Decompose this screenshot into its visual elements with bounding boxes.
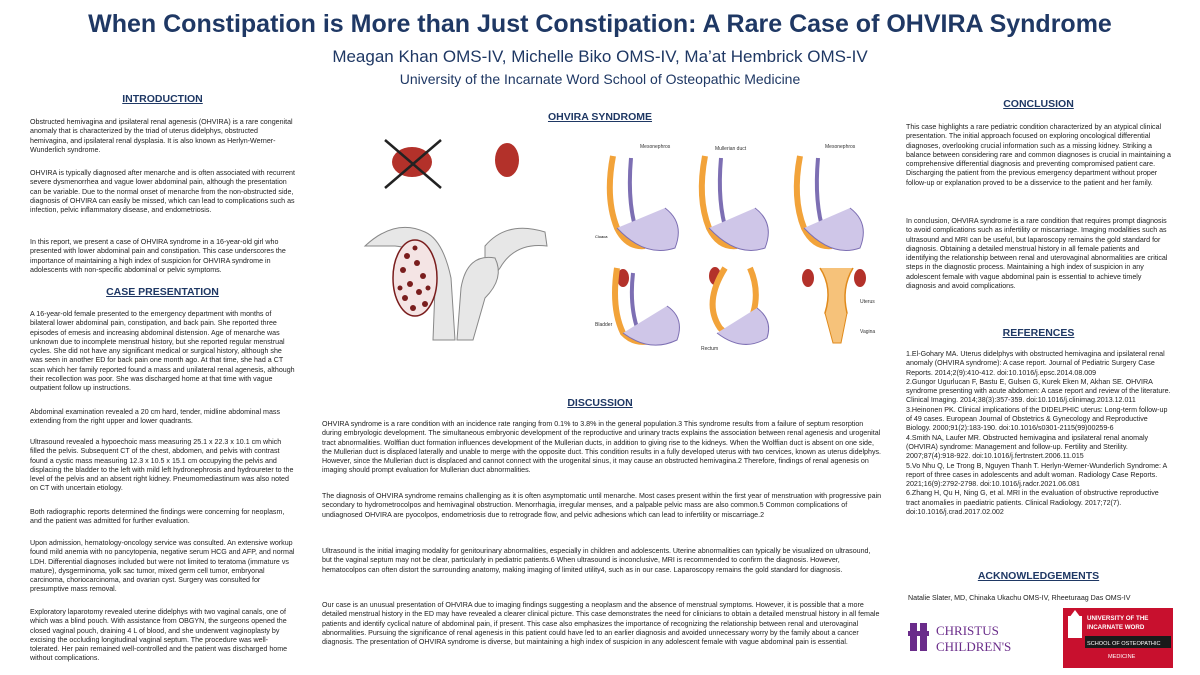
embryology-panel bbox=[797, 144, 864, 251]
acknowledgements-heading: ACKNOWLEDGEMENTS bbox=[977, 570, 1100, 582]
svg-text:SCHOOL OF OSTEOPATHIC: SCHOOL OF OSTEOPATHIC bbox=[1087, 641, 1161, 647]
conclusion-heading: CONCLUSION bbox=[1003, 98, 1074, 110]
reference-item: 5.Vo Nhu Q, Le Trong B, Nguyen Thanh T. Herlyn-Werner-Wunderlich Syndrome: A report of three cases in adolescents and adult woman. Radiology Case Reports. 2021;16(9):2792-2798. doi:10.1016/j.radcr.2021.06.081 bbox=[906, 461, 1167, 489]
discussion-heading: DISCUSSION bbox=[567, 397, 633, 409]
embryology-panel bbox=[702, 146, 769, 251]
case-paragraph: Exploratory laparotomy revealed uterine didelphys with two vaginal canals, one of which was a blind pouch. With assistance from OBGYN, the surgeons opened the closed vaginal pouch, draining 4 L of blood, and she underwent vaginoplasty by excising the occluding longitudinal vaginal septum. The procedure was well-tolerated. Her pain remained well-controlled and the patient was discharged home without complications. bbox=[30, 608, 288, 663]
reference-item: 3.Heinonen PK. Clinical implications of the DIDELPHIC uterus: Long-term follow-up of 49 cases. European Journal of Obstetrics & Gynecology and Reproductive Biology. 2000;91(2):183-190. doi:10.1016/s0301-2115(99)00259-6 bbox=[906, 405, 1168, 433]
christus-childrens-logo bbox=[908, 617, 1058, 657]
svg-text:MEDICINE: MEDICINE bbox=[1108, 654, 1136, 660]
discussion-paragraph: Ultrasound is the initial imaging modality for genitourinary abnormalities, especially in children and adolescents. Uterine abnormalities can typically be visualized on ultrasound, but the vaginal septum may not be clear, particularly in pediatric patients.6 When ultrasound is inconclusive, MRI is recommended to confirm the diagnosis. However, hematocolpos can often distort the surrounding anatomy, making imaging of limited utility4, such as in our case. Laparoscopy remains the gold standard for diagnosis. bbox=[322, 547, 871, 574]
svg-text:Bladder: Bladder bbox=[595, 322, 613, 328]
svg-text:Vagina: Vagina bbox=[860, 329, 876, 335]
uiw-logo-icon bbox=[1063, 608, 1173, 668]
references-list bbox=[906, 350, 1171, 517]
svg-text:Cloaca: Cloaca bbox=[595, 234, 608, 239]
case-paragraph: A 16-year-old female presented to the emergency department with months of bilateral lower abdominal pain, constipation, and back pain. She reported three episodes of emesis and increasing abdominal distension. Age of menarche was unknown due to incomplete menstrual history, but she reported regular menstrual cycles. She did not have any significant medical or surgical history, although she was seen in another ED for back pain one month ago. At that time, she had a CT scan which her family reported found a mass and unilateral renal agenesis, although their recollection was poor. She was discharged home at that time with vague outpatient follow up instructions. bbox=[30, 310, 295, 393]
uterus-didelphys-illustration bbox=[365, 227, 547, 340]
acknowledgements-text: Natalie Slater, MD, Chinaka Ukachu OMS-IV, Rheeturaag Das OMS-IV bbox=[908, 594, 1131, 602]
uiw-logo bbox=[1063, 608, 1173, 668]
absent-kidney-icon bbox=[385, 140, 441, 188]
discussion-paragraph: The diagnosis of OHVIRA syndrome remains challenging as it is often asymptomatic until menarche. Most cases present within the first year of menstruation with progressive pain secondary to hydrometrocolpos and hemivaginal obstruction. Menorrhagia, irregular menses, and a palpable pelvic mass are also common.5 Common complications of undiagnosed OHVIRA are pyocolpos, endometriosis due to retrograde flow, and pelvic adhesions which can lead to infertility or miscarriage.2 bbox=[322, 492, 882, 519]
kidney-icon bbox=[495, 143, 519, 177]
poster-title: When Constipation is More than Just Constipation: A Rare Case of OHVIRA Syndrome bbox=[88, 10, 1112, 38]
christus-logo-icon bbox=[908, 617, 1058, 657]
embryology-panel bbox=[802, 268, 875, 343]
introduction-paragraph: In this report, we present a case of OHVIRA syndrome in a 16-year-old girl who presented with lower abdominal pain and constipation. This case underscores the importance of maintaining a high index of suspicion for OHVIRA syndrome in adolescents with non-specific abdominal or pelvic symptoms. bbox=[30, 238, 286, 274]
case-paragraph: Ultrasound revealed a hypoechoic mass measuring 25.1 x 22.3 x 10.1 cm which filled the pelvis. Subsequent CT of the chest, abdomen, and pelvis with contrast found a cystic mass measuring 12.3 x 10.5 x 15.1 cm occupying the pelvis and displacing the bladder to the left with mild left hydronephrosis and hydroureter to the level of the pelvis and an absent right kidney. Pneumomediastinum was also noted on CT with uncertain etiology. bbox=[30, 438, 294, 493]
case-paragraph: Abdominal examination revealed a 20 cm hard, tender, midline abdominal mass extending from the right upper and lower quadrants. bbox=[30, 408, 280, 426]
case-paragraph: Both radiographic reports determined the findings were concerning for neoplasm, and the patient was admitted for further evaluation. bbox=[30, 508, 285, 526]
svg-text:Mesonephros: Mesonephros bbox=[825, 144, 856, 150]
case-presentation-heading: CASE PRESENTATION bbox=[106, 286, 219, 298]
svg-text:CHRISTUS: CHRISTUS bbox=[936, 623, 999, 638]
conclusion-paragraph: This case highlights a rare pediatric condition characterized by an atypical clinical presentation. The initial approach focused on exploring oncological differential diagnoses, overlooking crucial information such as a missing kidney. Striking a balance between considering rare and common diagnoses is crucial in maintaining a comprehensive differential diagnosis and preventing compromised patient care. Discharging the patient from the previous emergency department without proper follow-up or explanation proved to be a disservice to the patient and her family. bbox=[906, 123, 1171, 187]
poster-authors: Meagan Khan OMS-IV, Michelle Biko OMS-IV, Ma’at Hembrick OMS-IV bbox=[332, 47, 868, 66]
reference-item: 1.El-Gohary MA. Uterus didelphys with obstructed hemivagina and ipsilateral renal anomaly (OHVIRA syndrome): A case report. Journal of Pediatric Surgery Case Reports. 2014;2(9):410-412. doi:10.1016/j.epsc.2014.08.009 bbox=[906, 350, 1165, 377]
svg-text:INCARNATE WORD: INCARNATE WORD bbox=[1087, 624, 1145, 631]
ohvira-heading: OHVIRA SYNDROME bbox=[547, 111, 653, 123]
svg-text:Mullerian duct: Mullerian duct bbox=[715, 146, 747, 152]
svg-text:Rectum: Rectum bbox=[701, 346, 719, 352]
reference-item: 2.Gungor Ugurlucan F, Bastu E, Gulsen G, Kurek Eken M, Akhan SE. OHVIRA syndrome presenting with acute abdomen: A case report and review of the literature. Clinical Imaging. 2014;38(3):357-359. doi:10.1016/j.clinimag.2013.12.011 bbox=[906, 377, 1171, 405]
embryology-panel bbox=[595, 144, 678, 251]
reference-item: 4.Smith NA, Laufer MR. Obstructed hemivagina and ipsilateral renal anomaly (OHVIRA) syndrome: Management and follow-up. Fertility and Sterility. 2007;87(4):918-922. doi:10.1016/j.fertnstert.2006.11.015 bbox=[906, 433, 1149, 461]
introduction-paragraph: OHVIRA is typically diagnosed after menarche and is often associated with recurrent severe dysmenorrhea and vague lower abdominal pain, although the presentation can be variable. Due to the normal onset of menarche from the non-obstructed side, diagnosis of OHVIRA can easily be missed, which can lead to complications such as infection, pelvic inflammatory disease, and endometriosis. bbox=[30, 169, 295, 215]
poster-school: University of the Incarnate Word School of Osteopathic Medicine bbox=[399, 71, 801, 87]
discussion-paragraph: Our case is an unusual presentation of OHVIRA due to imaging findings suggesting a neoplasm and the absence of menstrual symptoms. However, it is possible that a more detailed menstrual history in the ED may have revealed a clearer clinical picture. This case demonstrates the need for clinicians to obtain a detailed menstrual history in all female patients and identify cyclical nature of abdominal pain, if present. This case also emphasizes the importance of recognizing the relationship between renal and uterovaginal abnormalities. Pursuing the significance of renal agenesis in this patient could have led to an earlier diagnosis and avoided unnecessary worry by the family about a cancer diagnosis. The presentation of OHVIRA syndrome is diverse, but maintaining a high index of suspicion in any adolescent female with vague abdominal pain is essential. bbox=[322, 601, 880, 647]
introduction-heading: INTRODUCTION bbox=[122, 93, 203, 105]
ohvira-illustration bbox=[355, 128, 895, 356]
svg-text:Uterus: Uterus bbox=[860, 299, 875, 305]
embryology-panel bbox=[595, 268, 679, 345]
case-paragraph: Upon admission, hematology-oncology service was consulted. An extensive workup found mild anemia with no pancytopenia, negative serum HCG and AFP, and normal LDH. Differential diagnoses included but were not limited to teratoma (immature vs mature), dysgerminoma, yolk sac tumor, mixed germ cell tumor, embryonal carcinoma, choriocarcinoma, and ovarian cyst. Surgery was consulted for presumptive mass removal. bbox=[30, 539, 295, 594]
svg-text:CHILDREN'S: CHILDREN'S bbox=[936, 639, 1012, 654]
svg-text:Mesonephros: Mesonephros bbox=[640, 144, 671, 150]
reference-item: 6.Zhang H, Qu H, Ning G, et al. MRI in the evaluation of obstructive reproductive tract anomalies in paediatric patients. Clinical Radiology. 2017;72(7). doi:10.1016/j.crad.2017.02.002 bbox=[906, 489, 1159, 517]
embryology-panel bbox=[701, 267, 769, 352]
references-heading: REFERENCES bbox=[1002, 327, 1075, 339]
discussion-paragraph: OHVIRA syndrome is a rare condition with an incidence rate ranging from 0.1% to 3.8% in the general population.3 This syndrome results from a failure of septum resorption during embryologic development. The simultaneous embryonic development of the reproductive and urinary tracts explains the association between renal agenesis and urogenital tract abnormalities. Wolffian duct formation influences development of the Mullerian ducts, in addition to giving rise to the kidneys. When the Wolffian duct is absent on one side, the Mullerian duct is displaced laterally and unable to merge with the opposite duct. This condition results in a fully developed uterus with two cervices, known as uterus didelphys. However, since the Mullerian duct is displaced and cannot connect with the urogenital sinus, it may cause an obstructed hemivagina.2 Therefore, findings of renal agenesis on imaging should prompt evaluation for Mullerian duct abnormalities. bbox=[322, 420, 882, 475]
introduction-paragraph: Obstructed hemivagina and ipsilateral renal agenesis (OHVIRA) is a rare congenital anomaly that is characterized by the triad of uterus didelphys, obstructed hemivagina, and ipsilateral renal dysplasia. It is also known as Herlyn-Werner-Wunderlich syndrome. bbox=[30, 118, 293, 154]
ohvira-figure bbox=[355, 128, 895, 356]
conclusion-paragraph: In conclusion, OHVIRA syndrome is a rare condition that requires prompt diagnosis to avoid complications such as infertility or miscarriage. Imaging modalities such as ultrasound and MRI can be useful, but laparoscopy remains the gold standard for diagnosis. Obtaining a detailed menstrual history in all female patients and identifying the relationship between renal and uterovaginal abnormalities are critical steps in the diagnostic process. Maintaining a high index of suspicion in any adolescent female with vague abdominal pain is essential to achieve timely diagnosis and avoid complications. bbox=[906, 217, 1168, 291]
svg-text:UNIVERSITY OF THE: UNIVERSITY OF THE bbox=[1087, 615, 1149, 622]
